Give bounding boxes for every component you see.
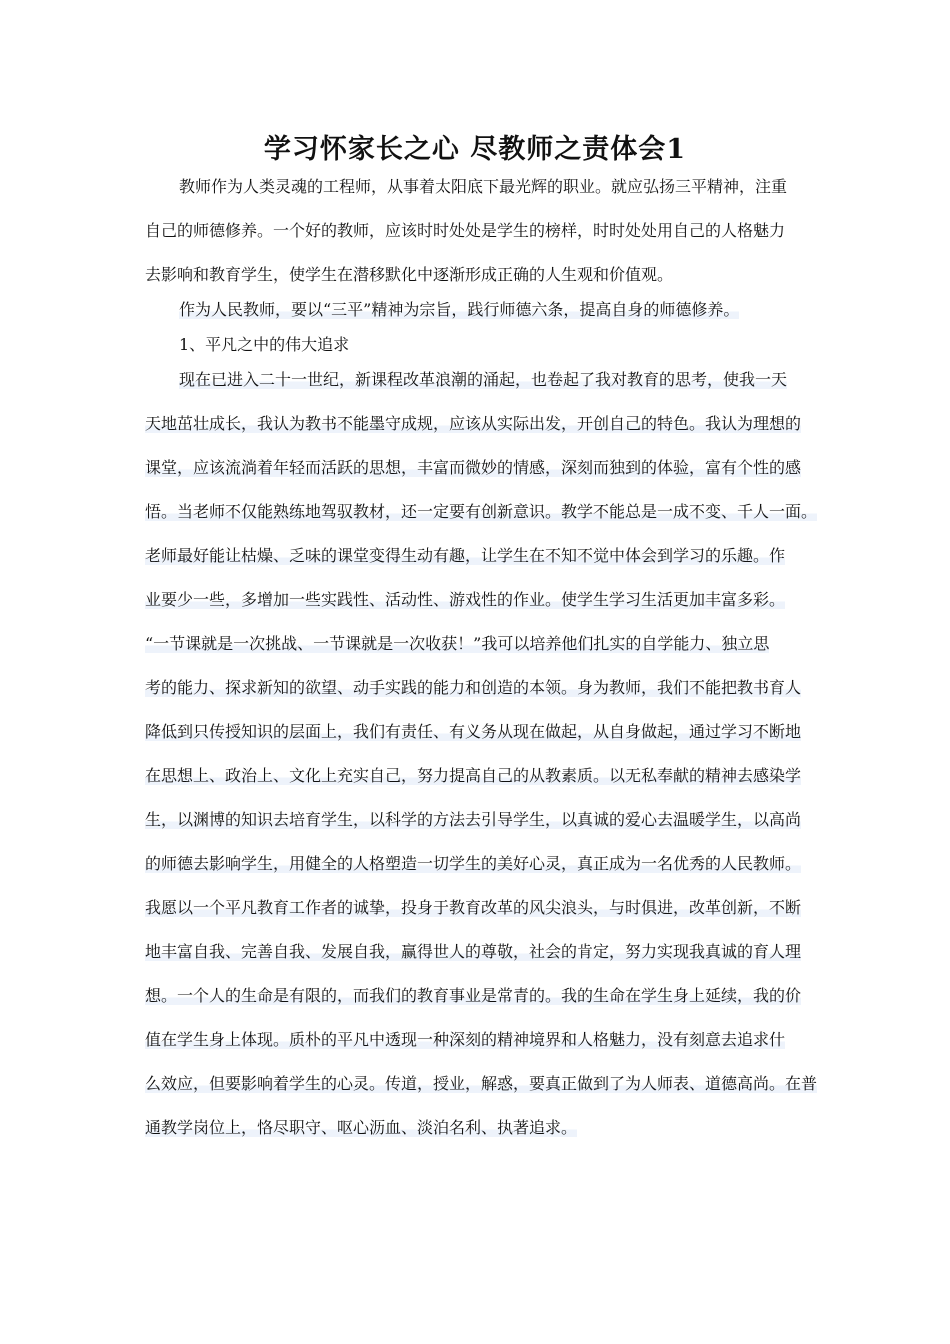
paragraph-line: 课堂，应该流淌着年轻而活跃的思想，丰富而微妙的情感，深刻而独到的体验，富有个性的感: [145, 458, 802, 477]
paragraph-line: 生，以渊博的知识去培育学生，以科学的方法去引导学生，以真诚的爱心去温暖学生，以高尚: [145, 810, 802, 829]
paragraph-line: 降低到只传授知识的层面上，我们有责任、有义务从现在做起，从自身做起，通过学习不断地: [145, 722, 802, 741]
paragraph-line: 的师德去影响学生，用健全的人格塑造一切学生的美好心灵，真正成为一名优秀的人民教师。: [145, 854, 802, 873]
paragraph-line: 考的能力、探求新知的欲望、动手实践的能力和创造的本领。身为教师，我们不能把教书育人: [145, 678, 802, 697]
paragraph-line: 悟。当老师不仅能熟练地驾驭教材，还一定要有创新意识。教学不能总是一成不变、千人一面。: [145, 502, 818, 521]
paragraph-line: 天地茁壮成长，我认为教书不能墨守成规，应该从实际出发，开创自己的特色。我认为理想的: [145, 414, 802, 433]
paragraph-line: 地丰富自我、完善自我、发展自我，赢得世人的尊敬，社会的肯定，努力实现我真诚的育人理: [145, 942, 802, 961]
document-body: [145, 170, 825, 1155]
paragraph-line: “一节课就是一次挑战、一节课就是一次收获！”我可以培养他们扎实的自学能力、独立思: [145, 634, 770, 653]
paragraph-line: 作为人民教师，要以“三平”精神为宗旨，践行师德六条，提高自身的师德修养。: [179, 300, 740, 319]
document-title: 学习怀家长之心 尽教师之责体会1: [263, 134, 687, 165]
paragraph-line: 么效应，但要影响着学生的心灵。传道，授业，解惑，要真正做到了为人师表、道德高尚。在普: [145, 1074, 818, 1093]
paragraph-line: 想。一个人的生命是有限的，而我们的教育事业是常青的。我的生命在学生身上延续，我的价: [145, 986, 802, 1005]
paragraph-line: 在思想上、政治上、文化上充实自己，努力提高自己的从教素质。以无私奉献的精神去感染学: [145, 766, 802, 785]
paragraph-line: 现在已进入二十一世纪，新课程改革浪潮的涌起，也卷起了我对教育的思考，使我一天: [179, 370, 788, 389]
paragraph-line: 自己的师德修养。一个好的教师，应该时时处处是学生的榜样，时时处处用自己的人格魅力: [145, 221, 786, 240]
paragraph-line: 老师最好能让枯燥、乏味的课堂变得生动有趣，让学生在不知不觉中体会到学习的乐趣。作: [145, 546, 786, 565]
paragraph-line: 我愿以一个平凡教育工作者的诚挚，投身于教育改革的风尖浪头，与时俱进，改革创新，不断: [145, 898, 802, 917]
paragraph-line: 业要少一些，多增加一些实践性、活动性、游戏性的作业。使学生学习生活更加丰富多彩。: [145, 590, 786, 609]
paragraph-line: 教师作为人类灵魂的工程师，从事着太阳底下最光辉的职业。就应弘扬三平精神，注重: [179, 177, 788, 196]
paragraph-line: 值在学生身上体现。质朴的平凡中透现一种深刻的精神境界和人格魅力，没有刻意去追求什: [145, 1030, 786, 1049]
paragraph-line: 通教学岗位上，恪尽职守、呕心沥血、淡泊名利、执著追求。: [145, 1118, 578, 1137]
paragraph-line: 去影响和教育学生，使学生在潜移默化中逐渐形成正确的人生观和价值观。: [145, 265, 674, 284]
section-heading: 1、平凡之中的伟大追求: [179, 335, 350, 354]
